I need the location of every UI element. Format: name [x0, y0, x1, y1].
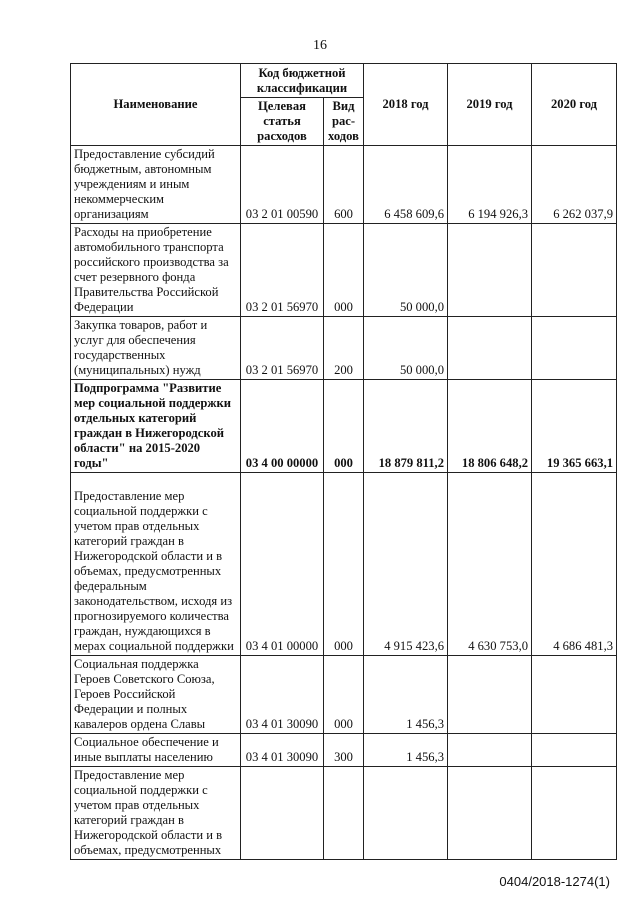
row-2019 [448, 317, 532, 380]
row-code: 03 4 01 30090 [241, 656, 324, 734]
table-row [71, 380, 617, 473]
row-2020: 19 365 663,1 [532, 380, 617, 473]
table-row [71, 146, 617, 224]
row-code: 03 2 01 56970 [241, 317, 324, 380]
row-name: Социальное обеспечение и иные выплаты населению [71, 734, 241, 767]
row-2018: 18 879 811,2 [364, 380, 448, 473]
row-name: Расходы на приобретение автомобильного транспорта российского производства за счет резервного фонда Правительства Российской Федерации [71, 224, 241, 317]
row-2020 [532, 317, 617, 380]
row-name: Предоставление мер социальной поддержки с учетом прав отдельных категорий граждан в Нижегородской области и в объемах, предусмотренных [71, 767, 241, 860]
row-vid: 000 [324, 656, 364, 734]
row-2018: 50 000,0 [364, 224, 448, 317]
table-row [71, 224, 617, 317]
row-code: 03 4 00 00000 [241, 380, 324, 473]
row-2020 [532, 734, 617, 767]
row-2019 [448, 734, 532, 767]
row-vid: 200 [324, 317, 364, 380]
row-code: 03 2 01 56970 [241, 224, 324, 317]
row-2019 [448, 224, 532, 317]
row-2020 [532, 767, 617, 860]
row-code: 03 2 01 00590 [241, 146, 324, 224]
row-2019: 18 806 648,2 [448, 380, 532, 473]
budget-table [70, 63, 617, 860]
row-2019 [448, 767, 532, 860]
row-2018: 50 000,0 [364, 317, 448, 380]
row-2018: 6 458 609,6 [364, 146, 448, 224]
page-number: 16 [313, 38, 327, 53]
header-code-group: Код бюджетной классификации [241, 64, 364, 98]
row-2020: 6 262 037,9 [532, 146, 617, 224]
row-name: Подпрограмма "Развитие мер социальной поддержки отдельных категорий граждан в Нижегородской области" на 2015-2020 годы" [71, 380, 241, 473]
table-row [71, 656, 617, 734]
row-2020 [532, 224, 617, 317]
row-2018: 1 456,3 [364, 656, 448, 734]
row-2018 [364, 767, 448, 860]
row-2020: 4 686 481,3 [532, 473, 617, 656]
row-name: Социальная поддержка Героев Советского Союза, Героев Российской Федерации и полных кавалеров ордена Славы [71, 656, 241, 734]
header-2018: 2018 год [364, 64, 448, 146]
row-vid: 300 [324, 734, 364, 767]
header-2020: 2020 год [532, 64, 617, 146]
header-vid: Вид рас-ходов [324, 98, 364, 146]
document-code: 0404/2018-1274(1) [499, 874, 610, 889]
table-row [71, 317, 617, 380]
table-row [71, 767, 617, 860]
row-vid: 000 [324, 380, 364, 473]
table-row [71, 734, 617, 767]
row-name: Предоставление мер социальной поддержки с учетом прав отдельных категорий граждан в Нижегородской области и в объемах, предусмотренных федеральным законодательством, исходя из прогнозируемого количества граждан, нуждающихся в мерах социальной поддержки [71, 473, 241, 656]
row-vid: 000 [324, 473, 364, 656]
table-row [71, 473, 617, 656]
row-vid: 000 [324, 224, 364, 317]
row-vid [324, 767, 364, 860]
header-name: Наименование [71, 64, 241, 146]
row-2019: 6 194 926,3 [448, 146, 532, 224]
row-2019: 4 630 753,0 [448, 473, 532, 656]
header-target: Целевая статья расходов [241, 98, 324, 146]
row-name: Предоставление субсидий бюджетным, автономным учреждениям и иным некоммерческим организациям [71, 146, 241, 224]
row-name: Закупка товаров, работ и услуг для обеспечения государственных (муниципальных) нужд [71, 317, 241, 380]
row-2020 [532, 656, 617, 734]
row-code: 03 4 01 00000 [241, 473, 324, 656]
row-vid: 600 [324, 146, 364, 224]
row-2018: 1 456,3 [364, 734, 448, 767]
row-code [241, 767, 324, 860]
row-code: 03 4 01 30090 [241, 734, 324, 767]
row-2019 [448, 656, 532, 734]
row-2018: 4 915 423,6 [364, 473, 448, 656]
header-2019: 2019 год [448, 64, 532, 146]
